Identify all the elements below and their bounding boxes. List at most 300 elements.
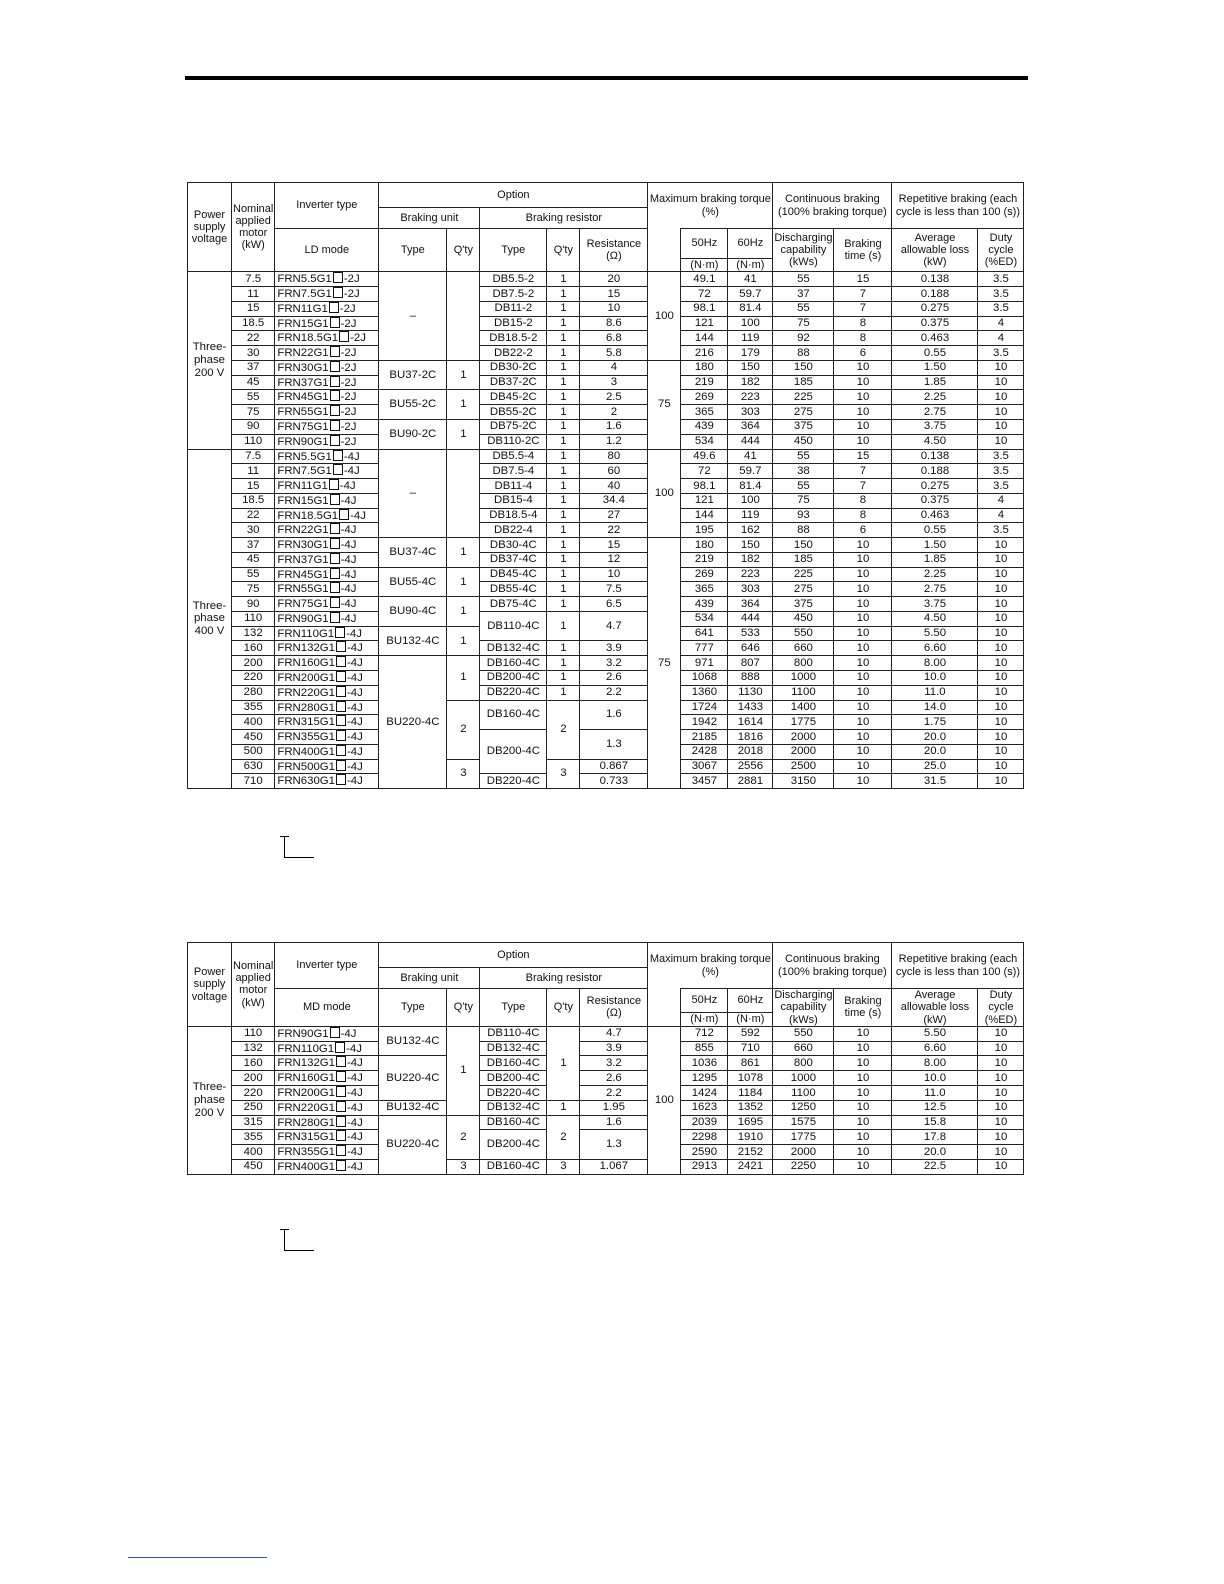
table-row xyxy=(188,670,1024,685)
inverter-suffix: -4J xyxy=(346,775,363,788)
braking-unit-type-cell: BU132-4C xyxy=(379,1100,447,1115)
inverter-type-cell xyxy=(275,1115,379,1130)
discharging-cell: 93 xyxy=(773,508,834,523)
duty-cycle-cell: 3.5 xyxy=(978,287,1024,302)
resistor-qty-cell: 1 xyxy=(547,567,580,582)
inverter-suffix: -2J xyxy=(340,347,357,360)
braking-time-cell: 10 xyxy=(834,730,892,745)
resistance-cell: 3 xyxy=(580,375,648,390)
resistor-type-cell: DB160-4C xyxy=(480,656,547,671)
avg-loss-cell: 0.138 xyxy=(892,449,978,464)
discharging-cell: 2000 xyxy=(773,1145,834,1160)
avg-loss-cell: 0.375 xyxy=(892,316,978,331)
discharging-cell: 1575 xyxy=(773,1115,834,1130)
inverter-type-cell xyxy=(275,272,379,287)
table-row xyxy=(188,508,1024,523)
braking-unit-qty-cell: 2 xyxy=(447,700,480,759)
resistor-type-cell: DB55-2C xyxy=(480,405,547,420)
resistor-qty-cell: 2 xyxy=(547,1115,580,1159)
inverter-model: FRN90G1 xyxy=(277,612,329,625)
inverter-type-cell xyxy=(275,464,379,479)
inverter-type-cell xyxy=(275,493,379,508)
inverter-type-cell xyxy=(275,346,379,361)
discharging-cell: 3150 xyxy=(773,774,834,789)
discharging-cell: 75 xyxy=(773,493,834,508)
duty-cycle-cell: 10 xyxy=(978,685,1024,700)
braking-time-cell: 7 xyxy=(834,479,892,494)
duty-cycle-cell: 10 xyxy=(978,611,1024,626)
inverter-suffix: -4J xyxy=(346,1072,363,1085)
torque-60hz-cell: 1352 xyxy=(728,1100,773,1115)
inverter-model: FRN75G1 xyxy=(277,420,329,433)
resistance-cell: 22 xyxy=(580,523,648,538)
resistance-cell: 7.5 xyxy=(580,582,648,597)
resistance-cell: 1.2 xyxy=(580,434,648,449)
col-discharging: Discharging capability (kWs) xyxy=(774,989,833,1026)
inverter-model: FRN400G1 xyxy=(277,1160,335,1173)
table-row xyxy=(188,538,1024,553)
torque-50hz-cell: 534 xyxy=(681,611,728,626)
duty-cycle-cell: 10 xyxy=(978,1115,1024,1130)
torque-60hz-cell: 150 xyxy=(728,360,773,375)
motor-kw-cell: 220 xyxy=(232,1086,275,1101)
braking-unit-qty-cell xyxy=(447,272,480,361)
braking-unit-type-cell: BU220-4C xyxy=(379,1056,447,1100)
inverter-model: FRN500G1 xyxy=(277,760,335,773)
braking-time-cell: 10 xyxy=(834,700,892,715)
duty-cycle-cell: 4 xyxy=(978,508,1024,523)
table-row xyxy=(188,1115,1024,1130)
discharging-cell: 150 xyxy=(773,360,834,375)
braking-time-cell: 10 xyxy=(834,1026,892,1041)
motor-kw-cell: 15 xyxy=(232,301,275,316)
col-nominal-motor: Nominal applied motor (kW) xyxy=(232,183,275,272)
col-repetitive-braking: Repetitive braking (each cycle is less than 100 (s)) xyxy=(892,183,1024,229)
torque-50hz-cell: 121 xyxy=(681,316,728,331)
duty-cycle-cell: 10 xyxy=(978,1100,1024,1115)
motor-kw-cell: 22 xyxy=(232,331,275,346)
inverter-model: FRN355G1 xyxy=(277,731,335,744)
resistance-cell: 1.3 xyxy=(580,730,648,760)
torque-60hz-cell: 444 xyxy=(728,611,773,626)
placeholder-box-icon xyxy=(333,287,343,298)
resistor-qty-cell: 1 xyxy=(547,670,580,685)
resistor-qty-cell: 1 xyxy=(547,611,580,641)
resistance-cell: 8.6 xyxy=(580,316,648,331)
inverter-suffix: -2J xyxy=(340,435,357,448)
placeholder-box-icon xyxy=(339,509,349,520)
resistor-qty-cell: 1 xyxy=(547,523,580,538)
inverter-model: FRN11G1 xyxy=(277,302,328,315)
torque-60hz-cell: 179 xyxy=(728,346,773,361)
braking-unit-qty-cell: 2 xyxy=(447,1115,480,1159)
resistor-qty-cell: 1 xyxy=(547,1100,580,1115)
placeholder-box-icon xyxy=(330,494,340,505)
inverter-type-cell xyxy=(275,434,379,449)
avg-loss-cell: 2.25 xyxy=(892,390,978,405)
torque-50hz-cell: 1360 xyxy=(681,685,728,700)
braking-unit-type-cell: BU220-4C xyxy=(379,656,447,789)
avg-loss-cell: 10.0 xyxy=(892,1071,978,1086)
resistor-qty-cell: 1 xyxy=(547,405,580,420)
resistance-cell: 0.733 xyxy=(580,774,648,789)
braking-unit-qty-cell: 1 xyxy=(447,626,480,656)
discharging-cell: 37 xyxy=(773,287,834,302)
torque-60hz-cell: 861 xyxy=(728,1056,773,1071)
braking-time-cell: 10 xyxy=(834,582,892,597)
resistance-cell: 60 xyxy=(580,464,648,479)
inverter-suffix: -4J xyxy=(346,745,363,758)
voltage-cell: Three-phase 200 V xyxy=(188,1026,232,1174)
braking-time-cell: 10 xyxy=(834,390,892,405)
duty-cycle-cell: 10 xyxy=(978,552,1024,567)
discharging-cell: 88 xyxy=(773,523,834,538)
braking-unit-type-cell: – xyxy=(379,449,447,538)
duty-cycle-cell: 10 xyxy=(978,567,1024,582)
avg-loss-cell: 1.50 xyxy=(892,538,978,553)
resistance-cell: 4.7 xyxy=(580,1026,648,1041)
torque-50hz-cell: 3067 xyxy=(681,759,728,774)
avg-loss-cell: 12.5 xyxy=(892,1100,978,1115)
resistor-type-cell: DB132-4C xyxy=(480,641,547,656)
resistance-cell: 20 xyxy=(580,272,648,287)
inverter-type-cell xyxy=(275,479,379,494)
braking-time-cell: 10 xyxy=(834,611,892,626)
motor-kw-cell: 110 xyxy=(232,1026,275,1041)
inverter-model: FRN220G1 xyxy=(277,1101,335,1114)
placeholder-box-icon xyxy=(336,730,346,741)
col-bu-type: Type xyxy=(379,989,447,1027)
motor-kw-cell: 355 xyxy=(232,700,275,715)
col-mode: LD mode xyxy=(275,229,379,272)
braking-time-cell: 10 xyxy=(834,597,892,612)
discharging-cell: 185 xyxy=(773,375,834,390)
placeholder-box-icon xyxy=(336,1160,346,1171)
table-row xyxy=(188,523,1024,538)
resistance-cell: 2.5 xyxy=(580,390,648,405)
placeholder-box-icon xyxy=(336,745,346,756)
inverter-suffix: -2J xyxy=(340,420,357,433)
braking-time-cell: 6 xyxy=(834,523,892,538)
table-row xyxy=(188,449,1024,464)
voltage-cell: Three-phase 200 V xyxy=(188,272,232,449)
duty-cycle-cell: 3.5 xyxy=(978,449,1024,464)
duty-cycle-cell: 3.5 xyxy=(978,523,1024,538)
resistor-type-cell: DB55-4C xyxy=(480,582,547,597)
motor-kw-cell: 220 xyxy=(232,670,275,685)
inverter-model: FRN15G1 xyxy=(277,494,329,507)
resistor-type-cell: DB200-4C xyxy=(480,670,547,685)
table-row xyxy=(188,405,1024,420)
motor-kw-cell: 450 xyxy=(232,1159,275,1174)
torque-60hz-cell: 1910 xyxy=(728,1130,773,1145)
torque-50hz-cell: 144 xyxy=(681,508,728,523)
resistor-qty-cell: 1 xyxy=(547,287,580,302)
inverter-suffix: -4J xyxy=(340,524,357,537)
torque-50hz-cell: 1623 xyxy=(681,1100,728,1115)
inverter-suffix: -2J xyxy=(343,273,360,286)
torque-60hz-cell: 223 xyxy=(728,567,773,582)
inverter-model: FRN7.5G1 xyxy=(277,288,332,301)
table-body xyxy=(188,1026,1024,1174)
col-braking-time: Braking time (s) xyxy=(834,229,892,272)
motor-kw-cell: 30 xyxy=(232,346,275,361)
placeholder-box-icon xyxy=(330,597,340,608)
table-row xyxy=(188,1159,1024,1174)
inverter-type-cell xyxy=(275,670,379,685)
table-row xyxy=(188,375,1024,390)
duty-cycle-cell: 4 xyxy=(978,493,1024,508)
avg-loss-cell: 3.75 xyxy=(892,419,978,434)
duty-cycle-cell: 3.5 xyxy=(978,346,1024,361)
torque-50hz-cell: 98.1 xyxy=(681,479,728,494)
duty-cycle-cell: 10 xyxy=(978,744,1024,759)
resistor-type-cell: DB110-4C xyxy=(480,1026,547,1041)
resistance-cell: 1.6 xyxy=(580,700,648,730)
avg-loss-cell: 5.50 xyxy=(892,1026,978,1041)
inverter-model: FRN315G1 xyxy=(277,1131,335,1144)
braking-unit-qty-cell: 1 xyxy=(447,390,480,420)
torque-50hz-cell: 2298 xyxy=(681,1130,728,1145)
table-row xyxy=(188,730,1024,745)
inverter-type-cell xyxy=(275,1130,379,1145)
table-row xyxy=(188,567,1024,582)
table-row xyxy=(188,700,1024,715)
inverter-type-cell xyxy=(275,552,379,567)
placeholder-box-icon xyxy=(330,612,340,623)
torque-60hz-cell: 81.4 xyxy=(728,479,773,494)
braking-unit-qty-cell: 1 xyxy=(447,538,480,568)
discharging-cell: 2500 xyxy=(773,759,834,774)
inverter-type-cell xyxy=(275,1100,379,1115)
inverter-type-cell xyxy=(275,744,379,759)
motor-kw-cell: 630 xyxy=(232,759,275,774)
braking-time-cell: 10 xyxy=(834,419,892,434)
inverter-suffix: -4J xyxy=(340,1027,357,1040)
resistor-type-cell: DB110-4C xyxy=(480,611,547,641)
placeholder-box-icon xyxy=(336,1145,346,1156)
braking-time-cell: 10 xyxy=(834,1071,892,1086)
torque-50hz-cell: 1295 xyxy=(681,1071,728,1086)
inverter-model: FRN90G1 xyxy=(277,1027,329,1040)
resistance-cell: 2.2 xyxy=(580,1086,648,1101)
col-60hz-unit: (N·m) xyxy=(728,259,773,272)
discharging-cell: 1250 xyxy=(773,1100,834,1115)
motor-kw-cell: 55 xyxy=(232,567,275,582)
torque-60hz-cell: 81.4 xyxy=(728,301,773,316)
resistance-cell: 3.2 xyxy=(580,656,648,671)
torque-60hz-cell: 2018 xyxy=(728,744,773,759)
resistor-qty-cell: 1 xyxy=(547,331,580,346)
braking-time-cell: 10 xyxy=(834,375,892,390)
inverter-type-cell xyxy=(275,567,379,582)
braking-unit-type-cell: BU90-4C xyxy=(379,597,447,627)
avg-loss-cell: 4.50 xyxy=(892,611,978,626)
resistance-cell: 4.7 xyxy=(580,611,648,641)
torque-50hz-cell: 712 xyxy=(681,1026,728,1041)
discharging-cell: 55 xyxy=(773,272,834,287)
duty-cycle-cell: 10 xyxy=(978,626,1024,641)
inverter-suffix: -2J xyxy=(343,288,360,301)
placeholder-box-icon xyxy=(336,686,346,697)
marker-bracket xyxy=(284,1229,314,1251)
table-row xyxy=(188,552,1024,567)
resistance-cell: 5.8 xyxy=(580,346,648,361)
avg-loss-cell: 0.188 xyxy=(892,464,978,479)
torque-60hz-cell: 59.7 xyxy=(728,287,773,302)
discharging-cell: 550 xyxy=(773,1026,834,1041)
avg-loss-cell: 6.60 xyxy=(892,1041,978,1056)
table-row xyxy=(188,1056,1024,1071)
inverter-type-cell xyxy=(275,641,379,656)
torque-50hz-cell: 121 xyxy=(681,493,728,508)
col-mode: MD mode xyxy=(275,989,379,1027)
motor-kw-cell: 15 xyxy=(232,479,275,494)
duty-cycle-cell: 10 xyxy=(978,774,1024,789)
resistor-qty-cell: 1 xyxy=(547,552,580,567)
resistor-type-cell: DB45-4C xyxy=(480,567,547,582)
resistor-qty-cell: 1 xyxy=(547,479,580,494)
duty-cycle-cell: 10 xyxy=(978,700,1024,715)
placeholder-box-icon xyxy=(336,1086,346,1097)
discharging-cell: 1000 xyxy=(773,670,834,685)
torque-60hz-cell: 364 xyxy=(728,597,773,612)
braking-unit-type-cell: BU55-2C xyxy=(379,390,447,420)
torque-50hz-cell: 49.1 xyxy=(681,272,728,287)
motor-kw-cell: 132 xyxy=(232,1041,275,1056)
motor-kw-cell: 7.5 xyxy=(232,272,275,287)
discharging-cell: 1400 xyxy=(773,700,834,715)
avg-loss-cell: 6.60 xyxy=(892,641,978,656)
inverter-model: FRN37G1 xyxy=(277,553,329,566)
motor-kw-cell: 250 xyxy=(232,1100,275,1115)
table-row xyxy=(188,582,1024,597)
table-row xyxy=(188,434,1024,449)
resistor-qty-cell: 1 xyxy=(547,449,580,464)
resistor-qty-cell: 1 xyxy=(547,493,580,508)
inverter-suffix: -4J xyxy=(346,671,363,684)
braking-time-cell: 8 xyxy=(834,508,892,523)
torque-60hz-cell: 1695 xyxy=(728,1115,773,1130)
inverter-type-cell xyxy=(275,331,379,346)
discharging-cell: 1775 xyxy=(773,715,834,730)
placeholder-box-icon xyxy=(333,464,343,475)
inverter-type-cell xyxy=(275,1159,379,1174)
discharging-cell: 660 xyxy=(773,641,834,656)
braking-time-cell: 10 xyxy=(834,759,892,774)
placeholder-box-icon xyxy=(336,656,346,667)
placeholder-box-icon xyxy=(336,1130,346,1141)
resistor-qty-cell: 1 xyxy=(547,419,580,434)
col-br-qty: Q'ty xyxy=(547,229,580,272)
col-bu-qty: Q'ty xyxy=(447,989,480,1027)
inverter-type-cell xyxy=(275,1026,379,1041)
avg-loss-cell: 1.50 xyxy=(892,360,978,375)
torque-60hz-cell: 1078 xyxy=(728,1071,773,1086)
inverter-model: FRN200G1 xyxy=(277,671,335,684)
table-row xyxy=(188,272,1024,287)
torque-50hz-cell: 365 xyxy=(681,582,728,597)
inverter-type-cell xyxy=(275,405,379,420)
resistor-type-cell: DB18.5-4 xyxy=(480,508,547,523)
col-braking-resistor: Braking resistor xyxy=(480,968,648,989)
torque-50hz-cell: 219 xyxy=(681,375,728,390)
discharging-cell: 185 xyxy=(773,552,834,567)
inverter-type-cell xyxy=(275,1086,379,1101)
braking-unit-qty-cell: 1 xyxy=(447,1026,480,1115)
motor-kw-cell: 110 xyxy=(232,434,275,449)
inverter-model: FRN110G1 xyxy=(277,627,335,640)
torque-60hz-cell: 150 xyxy=(728,538,773,553)
inverter-suffix: -4J xyxy=(346,716,363,729)
placeholder-box-icon xyxy=(329,479,339,490)
motor-kw-cell: 200 xyxy=(232,1071,275,1086)
resistor-qty-cell: 3 xyxy=(547,1159,580,1174)
col-torque-blank xyxy=(648,989,681,1027)
placeholder-box-icon xyxy=(339,331,349,342)
inverter-model: FRN5.5G1 xyxy=(277,450,332,463)
inverter-model: FRN400G1 xyxy=(277,745,335,758)
col-50hz: 50Hz xyxy=(681,229,728,259)
inverter-type-cell xyxy=(275,656,379,671)
torque-60hz-cell: 41 xyxy=(728,449,773,464)
resistance-cell: 2.6 xyxy=(580,670,648,685)
avg-loss-cell: 1.85 xyxy=(892,552,978,567)
col-nominal-motor: Nominal applied motor (kW) xyxy=(232,943,275,1027)
torque-60hz-cell: 1816 xyxy=(728,730,773,745)
placeholder-box-icon xyxy=(330,553,340,564)
resistor-type-cell: DB200-4C xyxy=(480,730,547,774)
resistor-type-cell: DB37-2C xyxy=(480,375,547,390)
inverter-suffix: -4J xyxy=(343,465,360,478)
braking-unit-qty-cell: 1 xyxy=(447,597,480,627)
duty-cycle-cell: 10 xyxy=(978,1130,1024,1145)
avg-loss-cell: 0.55 xyxy=(892,346,978,361)
avg-loss-cell: 1.75 xyxy=(892,715,978,730)
resistor-qty-cell: 1 xyxy=(547,656,580,671)
col-power-supply: Power supply voltage xyxy=(188,183,232,272)
torque-50hz-cell: 1724 xyxy=(681,700,728,715)
duty-cycle-cell: 10 xyxy=(978,1159,1024,1174)
table-row xyxy=(188,464,1024,479)
discharging-cell: 225 xyxy=(773,390,834,405)
torque-60hz-cell: 533 xyxy=(728,626,773,641)
col-torque-blank xyxy=(648,229,681,272)
avg-loss-cell: 8.00 xyxy=(892,1056,978,1071)
resistor-qty-cell: 1 xyxy=(547,346,580,361)
torque-60hz-cell: 1130 xyxy=(728,685,773,700)
duty-cycle-cell: 3.5 xyxy=(978,464,1024,479)
top-rule xyxy=(185,76,1028,80)
torque-60hz-cell: 2421 xyxy=(728,1159,773,1174)
motor-kw-cell: 315 xyxy=(232,1115,275,1130)
inverter-model: FRN280G1 xyxy=(277,701,335,714)
motor-kw-cell: 710 xyxy=(232,774,275,789)
col-max-torque: Maximum braking torque (%) xyxy=(648,943,773,989)
inverter-suffix: -4J xyxy=(340,583,357,596)
braking-time-cell: 10 xyxy=(834,1056,892,1071)
inverter-type-cell xyxy=(275,538,379,553)
inverter-type-cell xyxy=(275,390,379,405)
inverter-type-cell xyxy=(275,360,379,375)
torque-60hz-cell: 888 xyxy=(728,670,773,685)
braking-unit-type-cell: BU132-4C xyxy=(379,1026,447,1056)
table-row xyxy=(188,1071,1024,1086)
placeholder-box-icon xyxy=(330,317,340,328)
avg-loss-cell: 25.0 xyxy=(892,759,978,774)
avg-loss-cell: 0.275 xyxy=(892,479,978,494)
braking-time-cell: 10 xyxy=(834,774,892,789)
